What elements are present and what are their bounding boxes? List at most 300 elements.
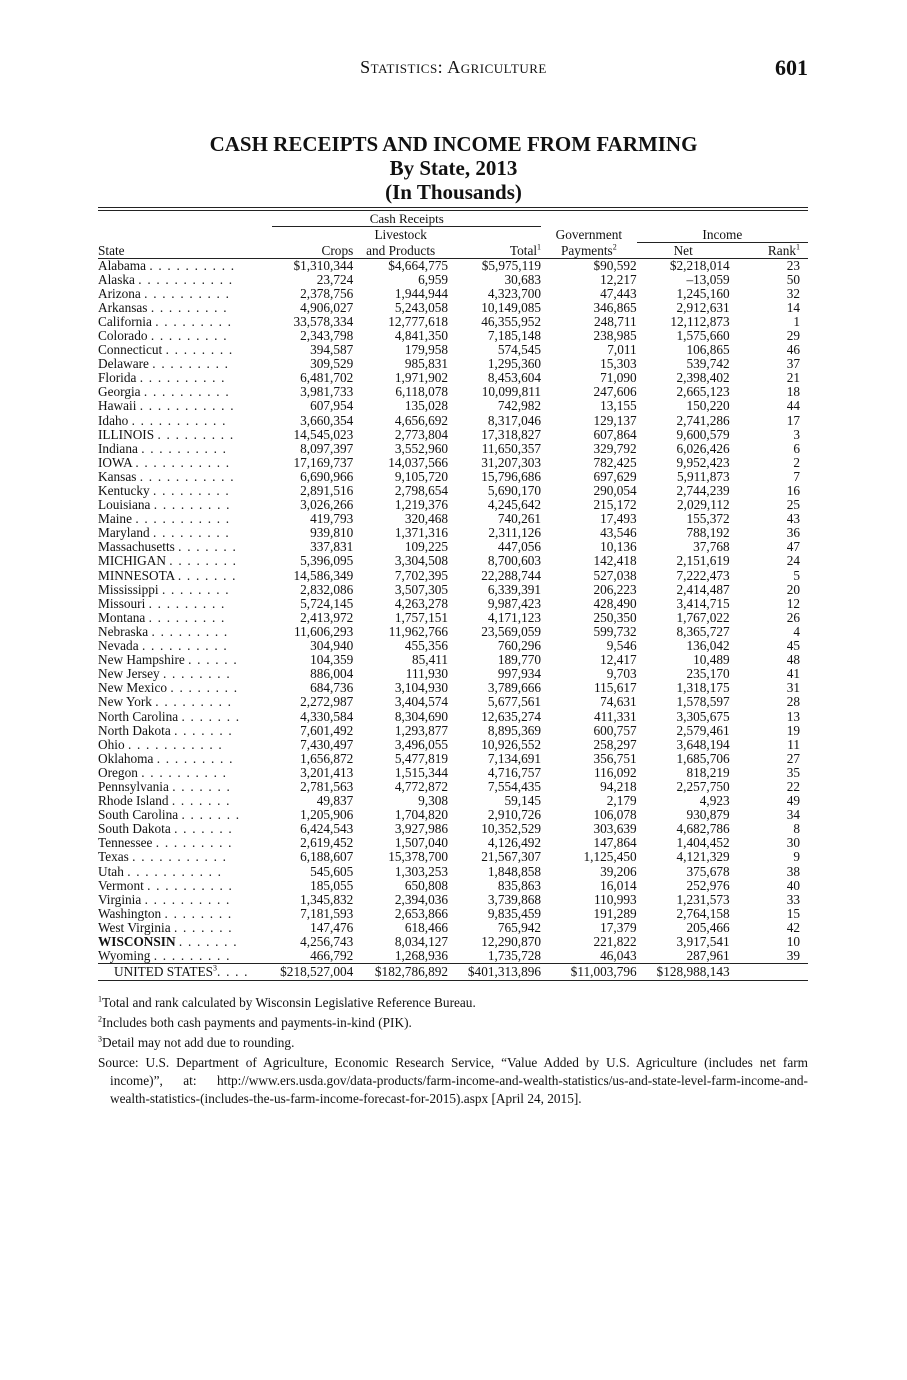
title-line-1: CASH RECEIPTS AND INCOME FROM FARMING [209,132,698,156]
crops-cell: 545,605 [310,863,354,879]
table-row [98,597,808,611]
net-cell: 2,579,461 [676,722,730,738]
us-total-row [98,964,808,981]
total-cell: 7,185,148 [487,327,542,343]
state-name-cell: Tennessee . . . . . . . . . [98,835,233,851]
livestock-cell: 3,927,986 [394,821,449,837]
livestock-cell: 5,243,058 [394,299,449,315]
table-row [98,512,808,526]
table-row [98,442,808,456]
net-cell: 37,768 [693,539,730,555]
header-livestock-bottom: and Products [353,242,448,258]
table-row [98,611,808,625]
state-name-cell: Vermont . . . . . . . . . . [98,877,234,893]
footnotes [98,994,808,1110]
table-row [98,273,808,287]
livestock-cell: 135,028 [404,398,449,414]
rank-cell: 41 [786,666,800,682]
livestock-cell: 320,468 [404,511,449,527]
gov-cell: 221,822 [593,934,637,949]
page-number: 601 [775,55,808,80]
crops-cell: 2,619,452 [300,835,354,851]
gov-cell: 129,137 [593,412,637,428]
crops-cell: 2,781,563 [300,778,354,794]
livestock-cell: 1,268,936 [394,948,449,964]
livestock-cell: 8,034,127 [394,934,449,949]
net-cell: 1,578,597 [676,694,730,710]
total-cell: 11,650,357 [481,440,542,456]
table-row [98,484,808,498]
gov-cell: 94,218 [600,778,637,794]
table-row [98,569,808,583]
table-row [98,639,808,653]
livestock-cell: 1,507,040 [394,835,449,851]
gov-cell: 258,297 [593,736,637,752]
total-cell: 8,700,603 [487,553,542,569]
header-government-top: Government [555,226,623,242]
state-name-cell: Oklahoma . . . . . . . . . [98,750,234,766]
livestock-cell: 3,404,574 [394,694,449,710]
net-cell: 2,744,239 [676,483,730,498]
total-cell: 4,126,492 [487,835,542,851]
gov-cell: 697,629 [593,468,637,484]
table-row [98,357,808,371]
crops-cell: 6,690,966 [300,468,354,484]
total-cell: 3,789,666 [487,680,542,696]
livestock-cell: 15,378,700 [388,849,449,865]
gov-cell: 329,792 [593,440,637,456]
rank-cell: 33 [786,891,800,907]
livestock-cell: 3,496,055 [394,736,449,752]
net-cell: 2,029,112 [676,497,730,513]
rank-cell: 46 [786,342,800,358]
rank-cell: 14 [786,299,800,315]
table-row [98,258,808,273]
livestock-cell: 8,304,690 [394,708,449,724]
net-cell: 205,466 [686,919,730,935]
total-cell: 21,567,307 [481,849,542,865]
gov-cell: 9,546 [606,638,637,654]
state-name-cell: Oregon . . . . . . . . . . [98,764,228,780]
gov-cell: 346,865 [593,299,637,315]
total-cell: 23,569,059 [481,623,542,639]
state-name-cell: Massachusetts . . . . . . . [98,539,237,555]
table-row [98,385,808,399]
state-name-cell: Pennsylvania . . . . . . . [98,778,232,794]
net-cell: 2,151,619 [676,553,730,569]
net-cell: 2,257,750 [676,778,730,794]
section-title: Statistics: Agriculture [360,57,547,77]
footnote-3: $^3$Detail may not add due to rounding. [98,1034,295,1050]
rank-cell: 48 [786,652,800,668]
rank-cell: 24 [786,553,800,569]
crops-cell: 185,055 [310,877,354,893]
rank-cell: 9 [793,849,800,865]
net-cell: 2,764,158 [676,905,730,921]
table-row [98,414,808,428]
state-name-cell: South Dakota . . . . . . . [98,821,233,837]
title-line-2: By State, 2013 [389,156,518,180]
total-cell: 31,207,303 [481,454,542,470]
rank-cell: 43 [786,511,800,527]
state-name-cell: Alabama . . . . . . . . . . [98,257,236,273]
net-cell: 1,404,452 [676,835,730,851]
crops-cell: 8,097,397 [300,440,354,456]
net-cell: 4,923 [699,793,730,809]
state-name-cell: WISCONSIN . . . . . . . [98,934,238,949]
state-name-cell: Missouri . . . . . . . . . [98,595,226,611]
net-cell: 2,665,123 [676,384,730,400]
table-row [98,808,808,822]
state-name-cell: California . . . . . . . . . [98,313,233,329]
crops-cell: 304,940 [310,638,354,654]
crops-cell: 7,181,593 [300,905,354,921]
table-title [0,132,907,204]
state-name-cell: Washington . . . . . . . . [98,905,233,921]
gov-cell: 303,639 [593,821,637,837]
rank-cell: 23 [786,257,800,273]
data-table [98,211,808,981]
total-cell: 59,145 [504,793,542,809]
table-row [98,287,808,301]
crops-cell: 4,330,584 [300,708,354,724]
livestock-cell: 2,773,804 [394,426,449,442]
crops-cell: 6,188,607 [300,849,354,865]
table-row [98,428,808,442]
net-cell: $2,218,014 [669,257,730,273]
gov-cell: 250,350 [593,609,637,625]
state-name-cell: Florida . . . . . . . . . . [98,370,226,386]
crops-cell: 5,396,095 [300,553,354,569]
total-cell: 12,635,274 [481,708,542,724]
rank-cell: 38 [786,863,800,879]
gov-cell: 46,043 [600,948,637,964]
livestock-cell: 5,477,819 [394,750,449,766]
livestock-cell: 1,944,944 [394,285,449,301]
rank-cell: 42 [786,919,800,935]
total-cell: 8,317,046 [487,412,542,428]
net-cell: 8,365,727 [676,623,730,639]
gov-cell: 17,493 [600,511,637,527]
gov-cell: 71,090 [600,370,637,386]
header-government-payments: Payments$^2$ [541,242,637,258]
rank-cell: 13 [786,708,800,724]
total-cell: 9,835,459 [487,905,542,921]
livestock-cell: 985,831 [404,356,449,372]
state-name-cell: Delaware . . . . . . . . . [98,356,230,372]
rank-cell: 36 [786,525,800,541]
livestock-cell: 3,507,305 [394,581,449,597]
rank-cell: 45 [786,638,800,654]
crops-cell: 3,660,354 [300,412,354,428]
livestock-cell: $4,664,775 [388,257,449,273]
net-cell: 2,414,487 [676,581,730,597]
state-name-cell: New York . . . . . . . . . [98,694,233,710]
gov-cell: 9,703 [606,666,637,682]
table-row [98,371,808,385]
rank-cell: 19 [786,722,800,738]
total-cell: 5,690,170 [487,483,542,498]
livestock-cell: 3,552,960 [394,440,449,456]
header-row-3 [98,242,808,258]
livestock-cell: 4,656,692 [394,412,449,428]
rank-cell: 22 [786,778,800,794]
gov-cell: 527,038 [593,567,637,583]
crops-cell: 7,430,497 [300,736,354,752]
gov-cell: 147,864 [593,835,637,851]
gov-cell: 782,425 [593,454,637,470]
title-line-3: (In Thousands) [385,180,522,204]
crops-cell: 309,529 [310,356,354,372]
crops-cell: 2,343,798 [300,327,354,343]
net-cell: 106,865 [686,342,730,358]
rank-cell: 15 [786,905,800,921]
total-cell: 12,290,870 [481,934,542,949]
crops-cell: 1,345,832 [300,891,354,907]
livestock-cell: 4,263,278 [394,595,449,611]
total-cell: 447,056 [497,539,542,555]
gov-cell: 110,993 [593,891,637,907]
total-cell: 4,245,642 [487,497,542,513]
total-cell: 6,339,391 [487,581,542,597]
gov-cell: 13,155 [600,398,637,414]
net-cell: 287,961 [686,948,730,964]
net-cell: 150,220 [686,398,730,414]
gov-cell: 215,172 [593,497,637,513]
crops-cell: 4,256,743 [300,934,354,949]
gov-cell: 2,179 [606,793,637,809]
total-cell: 1,735,728 [487,948,542,964]
crops-cell: 3,981,733 [300,384,354,400]
net-cell: 930,879 [686,807,730,823]
gov-cell: 10,136 [600,539,637,555]
total-cell: 22,288,744 [481,567,542,583]
table-row [98,667,808,681]
state-name-cell: Utah . . . . . . . . . . . [98,863,223,879]
net-cell: 2,741,286 [676,412,730,428]
livestock-cell: 1,971,902 [394,370,449,386]
total-cell: 3,739,868 [487,891,542,907]
net-cell: 1,685,706 [676,750,730,766]
state-name-cell: IOWA . . . . . . . . . . . [98,454,231,470]
livestock-cell: 109,225 [404,539,449,555]
table-row [98,456,808,470]
total-cell: 574,545 [497,342,542,358]
table-row [98,695,808,709]
crops-cell: 33,578,334 [293,313,354,329]
table-body [98,258,808,964]
total-cell: 997,934 [497,666,542,682]
rank-cell: 7 [793,468,800,484]
livestock-cell: 4,841,350 [394,327,449,343]
state-name-cell: Arkansas . . . . . . . . . [98,299,228,315]
net-cell: 4,682,786 [676,821,730,837]
livestock-cell: 1,293,877 [394,722,449,738]
total-cell: 1,848,858 [487,863,542,879]
livestock-cell: 11,962,766 [388,623,449,639]
table-row [98,879,808,893]
rank-cell: 1 [793,313,800,329]
total-cell: 760,296 [497,638,542,654]
crops-cell: 684,736 [310,680,354,696]
gov-cell: 17,379 [600,919,637,935]
rank-cell: 17 [786,412,800,428]
table-row [98,780,808,794]
crops-cell: 14,545,023 [293,426,354,442]
livestock-cell: 111,930 [405,666,449,682]
rank-cell: 26 [786,609,800,625]
net-cell: 3,305,675 [676,708,730,724]
state-name-cell: Nevada . . . . . . . . . . [98,638,228,654]
rank-cell: 20 [786,581,800,597]
crops-cell: 886,004 [310,666,354,682]
total-cell: 10,149,085 [481,299,542,315]
net-cell: 1,245,160 [676,285,730,301]
livestock-cell: 3,104,930 [394,680,449,696]
gov-cell: 1,125,450 [583,849,637,865]
total-cell: 7,134,691 [487,750,542,766]
net-cell: 252,976 [686,877,730,893]
total-cell: 765,942 [497,919,542,935]
table-row [98,470,808,484]
total-cell: 10,352,529 [481,821,542,837]
gov-cell: 428,490 [593,595,637,611]
header-income: Income [637,227,808,243]
table-row [98,893,808,907]
header-cash-receipts: Cash Receipts [272,211,541,227]
rank-cell: 34 [786,807,800,823]
rank-cell: 11 [787,736,800,752]
state-name-cell: Montana . . . . . . . . . [98,609,226,625]
crops-cell: 939,810 [310,525,354,541]
total-cell: 30,683 [504,271,542,287]
total-cell: 835,863 [497,877,542,893]
crops-cell: 5,724,145 [300,595,354,611]
crops-cell: 7,601,492 [300,722,354,738]
rank-cell: 10 [786,934,800,949]
crops-cell: 14,586,349 [293,567,354,583]
rank-cell: 32 [786,285,800,301]
table-row [98,921,808,935]
state-name-cell: Idaho . . . . . . . . . . . [98,412,227,428]
table-row [98,315,808,329]
gov-cell: 116,092 [593,764,637,780]
state-name-cell: North Dakota . . . . . . . [98,722,233,738]
state-name-cell: MINNESOTA . . . . . . . [98,567,237,583]
total-cell: 7,554,435 [487,778,542,794]
total-cell: 4,716,757 [487,764,542,780]
table-row [98,710,808,724]
state-name-cell: Kansas . . . . . . . . . . . [98,468,235,484]
rank-cell: 40 [786,877,800,893]
state-name-cell: Indiana . . . . . . . . . . [98,440,228,456]
state-name-cell: Texas . . . . . . . . . . . [98,849,228,865]
table-row [98,935,808,949]
net-cell: 136,042 [686,638,730,654]
rank-cell: 21 [786,370,800,386]
state-name-cell: Georgia . . . . . . . . . . [98,384,230,400]
total-cell: 5,677,561 [487,694,542,710]
state-name-cell: Hawaii . . . . . . . . . . . [98,398,235,414]
livestock-cell: 4,772,872 [394,778,449,794]
us-total-rank [730,964,808,981]
table-row [98,850,808,864]
table-row [98,343,808,357]
us-total-crops: $218,527,004 [272,964,353,981]
crops-cell: 49,837 [316,793,354,809]
crops-cell: 23,724 [316,271,354,287]
crops-cell: 104,359 [310,652,354,668]
crops-cell: 3,201,413 [300,764,354,780]
crops-cell: 147,476 [310,919,354,935]
net-cell: 1,231,573 [676,891,730,907]
total-cell: $5,975,119 [481,257,542,273]
gov-cell: 411,331 [593,708,637,724]
gov-cell: 7,011 [607,342,637,358]
net-cell: 1,318,175 [676,680,730,696]
us-total-label: UNITED STATES$^3$. . . . [98,964,272,981]
table-row [98,399,808,413]
state-name-cell: Mississippi . . . . . . . . [98,581,230,597]
table-row [98,653,808,667]
state-name-cell: Virginia . . . . . . . . . . [98,891,231,907]
table-row [98,301,808,315]
header-row-2 [98,227,808,243]
table-row [98,583,808,597]
total-cell: 10,926,552 [481,736,542,752]
crops-cell: 2,832,086 [300,581,354,597]
livestock-cell: 6,959 [418,271,449,287]
us-total-net: $128,988,143 [637,964,730,981]
header-crops: Crops [272,242,353,258]
state-name-cell: Nebraska . . . . . . . . . [98,623,229,639]
livestock-cell: 2,394,036 [394,891,449,907]
livestock-cell: 14,037,566 [388,454,449,470]
state-name-cell: New Jersey . . . . . . . . [98,666,231,682]
gov-cell: 356,751 [593,750,637,766]
rank-cell: 25 [786,497,800,513]
crops-cell: 394,587 [310,342,354,358]
state-name-cell: Wyoming . . . . . . . . . [98,948,231,964]
table-row [98,738,808,752]
total-cell: 4,171,123 [487,609,542,625]
table-row [98,766,808,780]
net-cell: 3,917,541 [676,934,730,949]
total-cell: 189,770 [497,652,542,668]
rank-cell: 27 [786,750,800,766]
crops-cell: 2,378,756 [300,285,354,301]
livestock-cell: 6,118,078 [395,384,449,400]
table-row [98,794,808,808]
crops-cell: 2,413,972 [300,609,354,625]
rank-cell: 50 [786,271,800,287]
livestock-cell: 1,303,253 [394,863,449,879]
crops-cell: 1,205,906 [300,807,354,823]
rank-cell: 18 [786,384,800,400]
net-cell: 5,911,873 [676,468,730,484]
crops-cell: 6,424,543 [300,821,354,837]
table-row [98,681,808,695]
gov-cell: 247,606 [593,384,637,400]
rank-cell: 12 [786,595,800,611]
table-row [98,540,808,554]
rank-cell: 16 [786,483,800,498]
gov-cell: 74,631 [600,694,637,710]
table-row [98,554,808,568]
rank-cell: 2 [793,454,800,470]
gov-cell: 290,054 [593,483,637,498]
gov-cell: 16,014 [600,877,637,893]
